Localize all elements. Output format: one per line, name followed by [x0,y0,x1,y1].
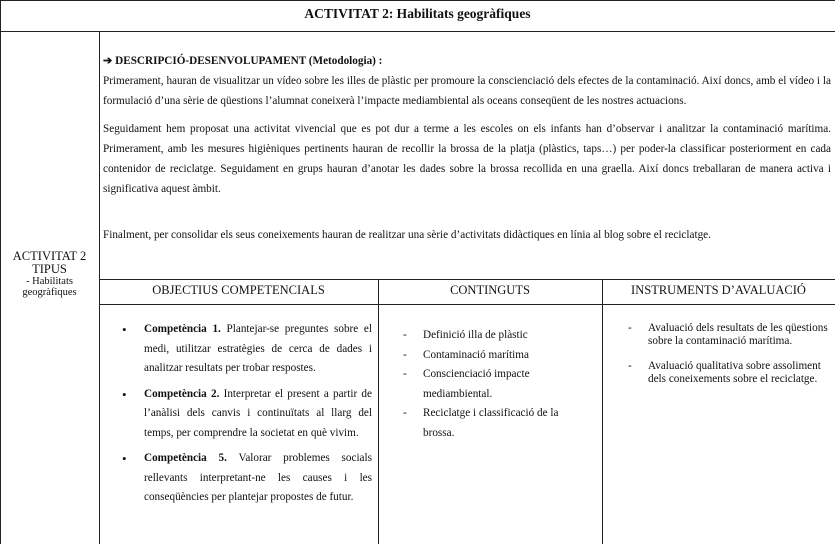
list-item: - Reciclatge i classificació de la brossa. [403,404,579,443]
competence-text: Valorar problemes socials rellevants interpretant-ne les causes i les conseqüències per plantejar propostes de futur. [144,452,372,503]
description-paragraph-2: Seguidament hem proposat una activitat vivencial que es pot dur a terme a les escoles on els infants han d’observar i analitzar la contaminació marítima. Primerament, amb les mesures higièniques pertinents hauran de recollir la brossa de la platja (plàstics, taps…) per poder-la classificar posteriorment en cada contenidor de reciclatge. Seguidament en grups hauran d’anotar les dades sobre la brossa recollida en una graella. Així doncs treballaran de manera activa i significativa aquest àmbit. [103,123,831,195]
list-item: - Contaminació marítima [403,346,579,366]
objectives-list [122,320,372,514]
description-heading: ➔ DESCRIPCIÓ-DESENVOLUPAMENT (Metodologia) : [103,55,383,67]
page-title: ACTIVITAT 2: Habilitats geogràfiques [304,6,531,21]
list-item [122,385,372,444]
column-header-evaluation: INSTRUMENTS D’AVALUACIÓ [631,283,806,297]
competence-text: Plantejar-se preguntes sobre el medi, utilitzar estratègies de cerca de dades i analitzar resultats per trobar respostes. [144,323,372,374]
header-divider [0,31,835,32]
columns-top-divider [99,279,835,280]
col-divider-2 [602,279,603,544]
competence-key: Competència 1. [144,323,221,335]
description-paragraph-3: Finalment, per consolidar els seus coneixements hauran de realitzar una sèrie d’activitats didàctiques en línia al blog sobre el reciclatge. [103,229,711,241]
evaluation-list [628,322,828,398]
competence-text: Interpretar el present a partir de l’anàlisi dels canvis i continuïtats al llarg del temps, per comprendre la societat en què vivim. [144,387,372,439]
table-border-top [0,0,835,1]
list-item: - Conscienciació impacte mediambiental. [403,365,579,404]
activity-type-sub: - Habilitats geogràfiques [22,276,77,298]
column-header-contents: CONTINGUTS [450,283,530,297]
activity-type-label: ACTIVITAT 2 TIPUS [12,249,87,276]
activity-type-cell [0,250,99,298]
list-item [122,320,372,379]
list-item [122,449,372,508]
competence-key: Competència 2. [144,387,220,400]
list-item: - Avaluació dels resultats de les qüestions sobre la contaminació marítima. [628,322,828,348]
list-item: - Avaluació qualitativa sobre assoliment dels coneixements sobre el reciclatge. [628,360,828,386]
col-divider-1 [378,279,379,544]
column-header-objectives: OBJECTIUS COMPETENCIALS [152,283,325,297]
contents-list [403,326,579,443]
columns-header-divider [99,304,835,305]
description-section [103,51,831,253]
list-item: - Definició illa de plàstic [403,326,579,346]
competence-key: Competència 5. [144,452,227,464]
description-paragraph-1: Primerament, hauran de visualitzar un vídeo sobre les illes de plàstic per promoure la conscienciació dels efectes de la contaminació. Així doncs, amb el vídeo i la formulació d’una sèrie de qüestions l’alumnat coneixerà l’impacte mediambiental als oceans conseqüent de les nostres actuacions. [103,75,831,107]
